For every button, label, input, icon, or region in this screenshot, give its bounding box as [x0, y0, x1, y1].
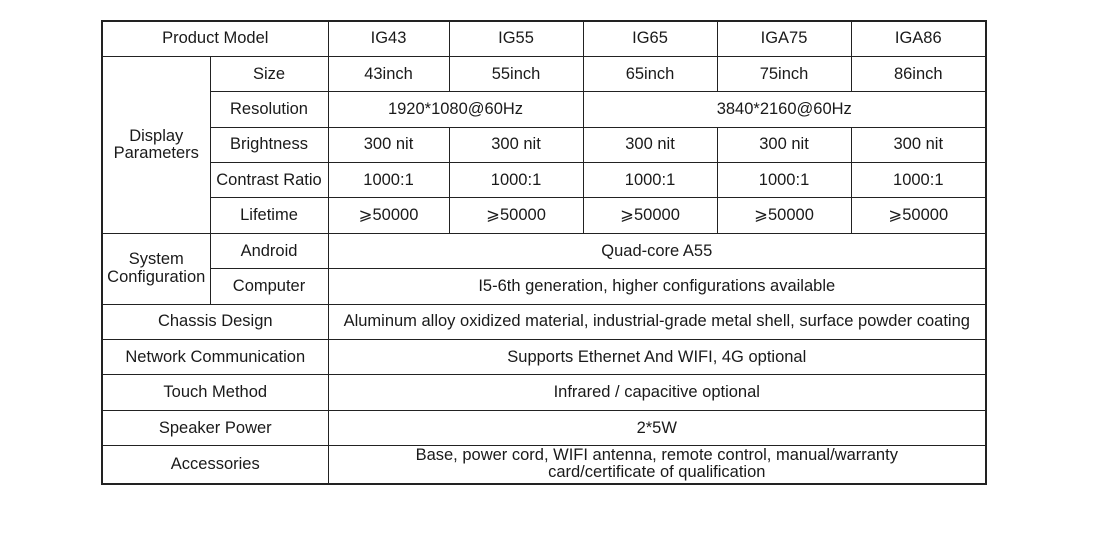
speaker-value: 2*5W [328, 410, 986, 445]
size-cell: 75inch [717, 56, 851, 91]
contrast-cell: 1000:1 [717, 163, 851, 198]
lifetime-cell: ⩾50000 [328, 198, 449, 233]
brightness-cell: 300 nit [851, 127, 986, 162]
network-value: Supports Ethernet And WIFI, 4G optional [328, 340, 986, 375]
size-cell: 43inch [328, 56, 449, 91]
brightness-row [102, 127, 986, 162]
system-configuration-group-label: System Configuration [102, 233, 210, 304]
model-cell: IG55 [449, 21, 583, 56]
model-cell: IG43 [328, 21, 449, 56]
resolution-uhd-cell: 3840*2160@60Hz [583, 92, 986, 127]
row-label: Size [210, 56, 328, 91]
contrast-cell: 1000:1 [449, 163, 583, 198]
chassis-row [102, 304, 986, 339]
row-label: Accessories [102, 446, 328, 484]
brightness-cell: 300 nit [717, 127, 851, 162]
size-cell: 86inch [851, 56, 986, 91]
size-row [102, 56, 986, 91]
row-label: Resolution [210, 92, 328, 127]
brightness-cell: 300 nit [449, 127, 583, 162]
product-model-label: Product Model [102, 21, 328, 56]
accessories-value: Base, power cord, WIFI antenna, remote control, manual/warranty card/certificate of qualification [328, 446, 986, 484]
computer-row [102, 269, 986, 304]
contrast-cell: 1000:1 [851, 163, 986, 198]
contrast-cell: 1000:1 [328, 163, 449, 198]
touch-row [102, 375, 986, 410]
lifetime-row [102, 198, 986, 233]
row-label: Network Communication [102, 340, 328, 375]
row-label: Lifetime [210, 198, 328, 233]
resolution-hd-cell: 1920*1080@60Hz [328, 92, 583, 127]
model-cell: IG65 [583, 21, 717, 56]
model-cell: IGA86 [851, 21, 986, 56]
spec-table [101, 20, 987, 485]
android-value: Quad-core A55 [328, 233, 986, 268]
lifetime-cell: ⩾50000 [449, 198, 583, 233]
brightness-cell: 300 nit [583, 127, 717, 162]
display-parameters-group-label: Display Parameters [102, 56, 210, 233]
network-row [102, 340, 986, 375]
row-label: Contrast Ratio [210, 163, 328, 198]
size-cell: 65inch [583, 56, 717, 91]
row-label: Brightness [210, 127, 328, 162]
row-label: Android [210, 233, 328, 268]
resolution-row [102, 92, 986, 127]
contrast-cell: 1000:1 [583, 163, 717, 198]
model-cell: IGA75 [717, 21, 851, 56]
speaker-row [102, 410, 986, 445]
lifetime-cell: ⩾50000 [583, 198, 717, 233]
row-label: Computer [210, 269, 328, 304]
brightness-cell: 300 nit [328, 127, 449, 162]
row-label: Touch Method [102, 375, 328, 410]
computer-value: I5-6th generation, higher configurations available [328, 269, 986, 304]
lifetime-cell: ⩾50000 [717, 198, 851, 233]
contrast-row [102, 163, 986, 198]
accessories-row [102, 446, 986, 484]
touch-value: Infrared / capacitive optional [328, 375, 986, 410]
size-cell: 55inch [449, 56, 583, 91]
chassis-value: Aluminum alloy oxidized material, industrial-grade metal shell, surface powder coating [328, 304, 986, 339]
row-label: Speaker Power [102, 410, 328, 445]
row-label: Chassis Design [102, 304, 328, 339]
android-row [102, 233, 986, 268]
header-row [102, 21, 986, 56]
lifetime-cell: ⩾50000 [851, 198, 986, 233]
